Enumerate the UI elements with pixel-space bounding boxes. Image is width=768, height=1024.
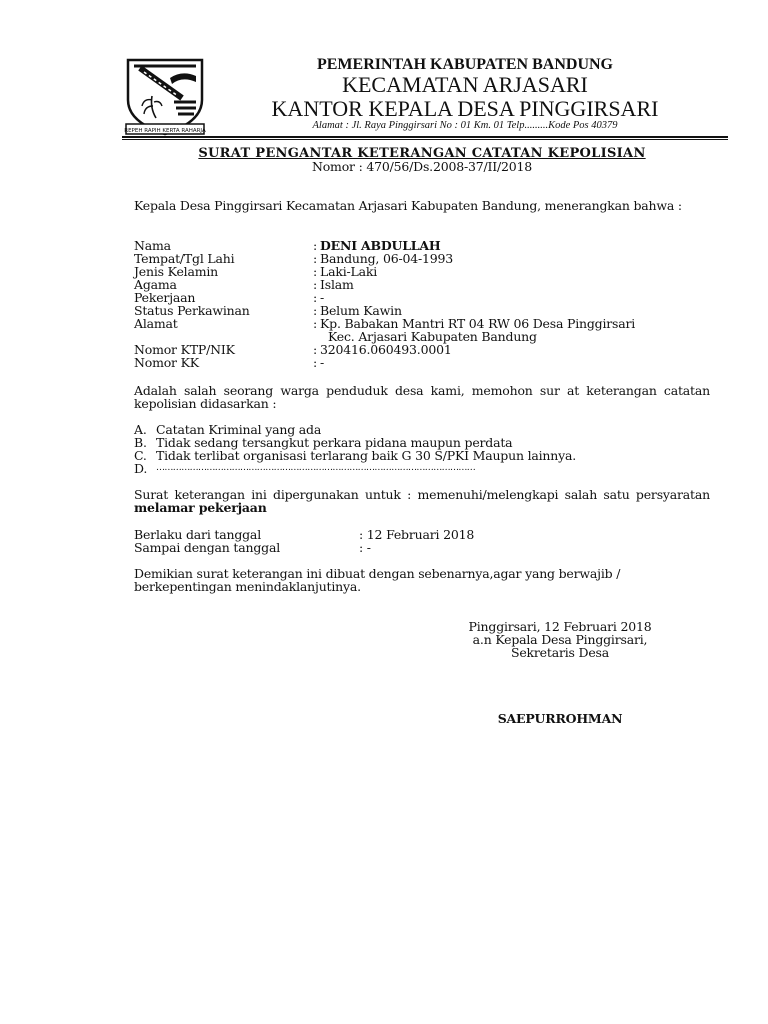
field-value: Laki-Laki: [320, 264, 378, 279]
letterhead-rule-thin: [122, 139, 728, 140]
purpose-paragraph: [134, 488, 710, 514]
purpose-text: Surat keterangan ini dipergunakan untuk : memenuhi/melengkapi salah satu persyaratan: [134, 487, 710, 502]
list-marker: D.: [134, 461, 148, 476]
validity-label: Berlaku dari tanggal: [134, 527, 261, 542]
request-paragraph: Adalah salah seorang warga penduduk desa kami, memohon sur at keterangan catatan kepolisian didasarkan :: [134, 383, 710, 411]
signer-name: SAEPURROHMAN: [497, 711, 623, 726]
field-label: Pekerjaan: [134, 290, 196, 305]
field-colon: :: [313, 277, 318, 292]
field-label: Status Perkawinan: [134, 303, 250, 318]
closing-paragraph: Demikian surat keterangan ini dibuat dengan sebenarnya,agar yang berwajib / berkepentingan menindaklanjutinya.: [134, 566, 621, 594]
field-label: Nama: [134, 238, 171, 253]
list-text: ……………………………………………………………………………………………………: [156, 463, 476, 473]
list-text: Tidak sedang tersangkut perkara pidana maupun perdata: [156, 435, 513, 450]
field-value: 320416.060493.0001: [320, 342, 452, 357]
validity-value: : 12 Februari 2018: [359, 527, 475, 542]
logo-motto: REPEH RAPIH KERTA RAHARJA: [124, 128, 206, 134]
field-row-ktp: [134, 343, 714, 356]
field-value: -: [320, 290, 325, 305]
list-text: Catatan Kriminal yang ada: [156, 422, 322, 437]
list-marker: B.: [134, 435, 147, 450]
letterhead-government: PEMERINTAH KABUPATEN BANDUNG: [316, 56, 613, 73]
field-row-birth: [134, 252, 714, 265]
letterhead-district: KECAMATAN ARJASARI: [342, 72, 588, 97]
field-colon: :: [313, 238, 318, 253]
letterhead-office: KANTOR KEPALA DESA PINGGIRSARI: [271, 96, 659, 121]
field-value: Islam: [320, 277, 354, 292]
field-value: -: [320, 355, 325, 370]
field-value: Kp. Babakan Mantri RT 04 RW 06 Desa Pinggirsari: [320, 316, 636, 331]
field-row-religion: [134, 278, 714, 291]
field-label: Jenis Kelamin: [134, 264, 218, 279]
field-colon: :: [313, 264, 318, 279]
field-value: Bandung, 06-04-1993: [320, 251, 454, 266]
signature-place-date: Pinggirsari, 12 Februari 2018: [468, 619, 652, 634]
list-marker: C.: [134, 448, 147, 463]
field-label: Tempat/Tgl Lahi: [134, 251, 235, 266]
field-value-cont: Kec. Arjasari Kabupaten Bandung: [328, 329, 537, 344]
field-label: Nomor KK: [134, 355, 199, 370]
field-value: Belum Kawin: [320, 303, 402, 318]
field-colon: :: [313, 251, 318, 266]
list-text: Tidak terlibat organisasi terlarang baik G 30 S/PKI Maupun lainnya.: [156, 448, 577, 463]
field-colon: :: [313, 290, 318, 305]
field-colon: :: [313, 303, 318, 318]
field-value: DENI ABDULLAH: [320, 238, 441, 253]
letterhead-rule-thick: [122, 136, 728, 138]
list-marker: A.: [134, 422, 147, 437]
letter-title: SURAT PENGANTAR KETERANGAN CATATAN KEPOLISIAN: [198, 146, 646, 161]
field-colon: :: [313, 316, 318, 331]
field-colon: :: [313, 342, 318, 357]
validity-label: Sampai dengan tanggal: [134, 540, 281, 555]
signature-position: Sekretaris Desa: [510, 645, 610, 660]
validity-until-row: [134, 541, 714, 554]
village-emblem-logo: [122, 56, 208, 138]
field-row-gender: [134, 265, 714, 278]
purpose-emphasis: melamar pekerjaan: [134, 500, 267, 515]
field-colon: :: [313, 355, 318, 370]
signature-on-behalf: a.n Kepala Desa Pinggirsari,: [472, 632, 648, 647]
field-label: Nomor KTP/NIK: [134, 342, 235, 357]
validity-value: : -: [359, 540, 371, 555]
field-label: Agama: [134, 277, 177, 292]
letterhead-address: Alamat : Jl. Raya Pinggirsari No : 01 Km. 01 Telp.........Kode Pos 40379: [312, 120, 618, 131]
field-label: Alamat: [134, 316, 178, 331]
field-row-kk: [134, 356, 714, 369]
letter-number: Nomor : 470/56/Ds.2008-37/II/2018: [311, 159, 533, 174]
signature-block: [440, 620, 680, 659]
intro-paragraph: Kepala Desa Pinggirsari Kecamatan Arjasari Kabupaten Bandung, menerangkan bahwa :: [134, 198, 682, 213]
